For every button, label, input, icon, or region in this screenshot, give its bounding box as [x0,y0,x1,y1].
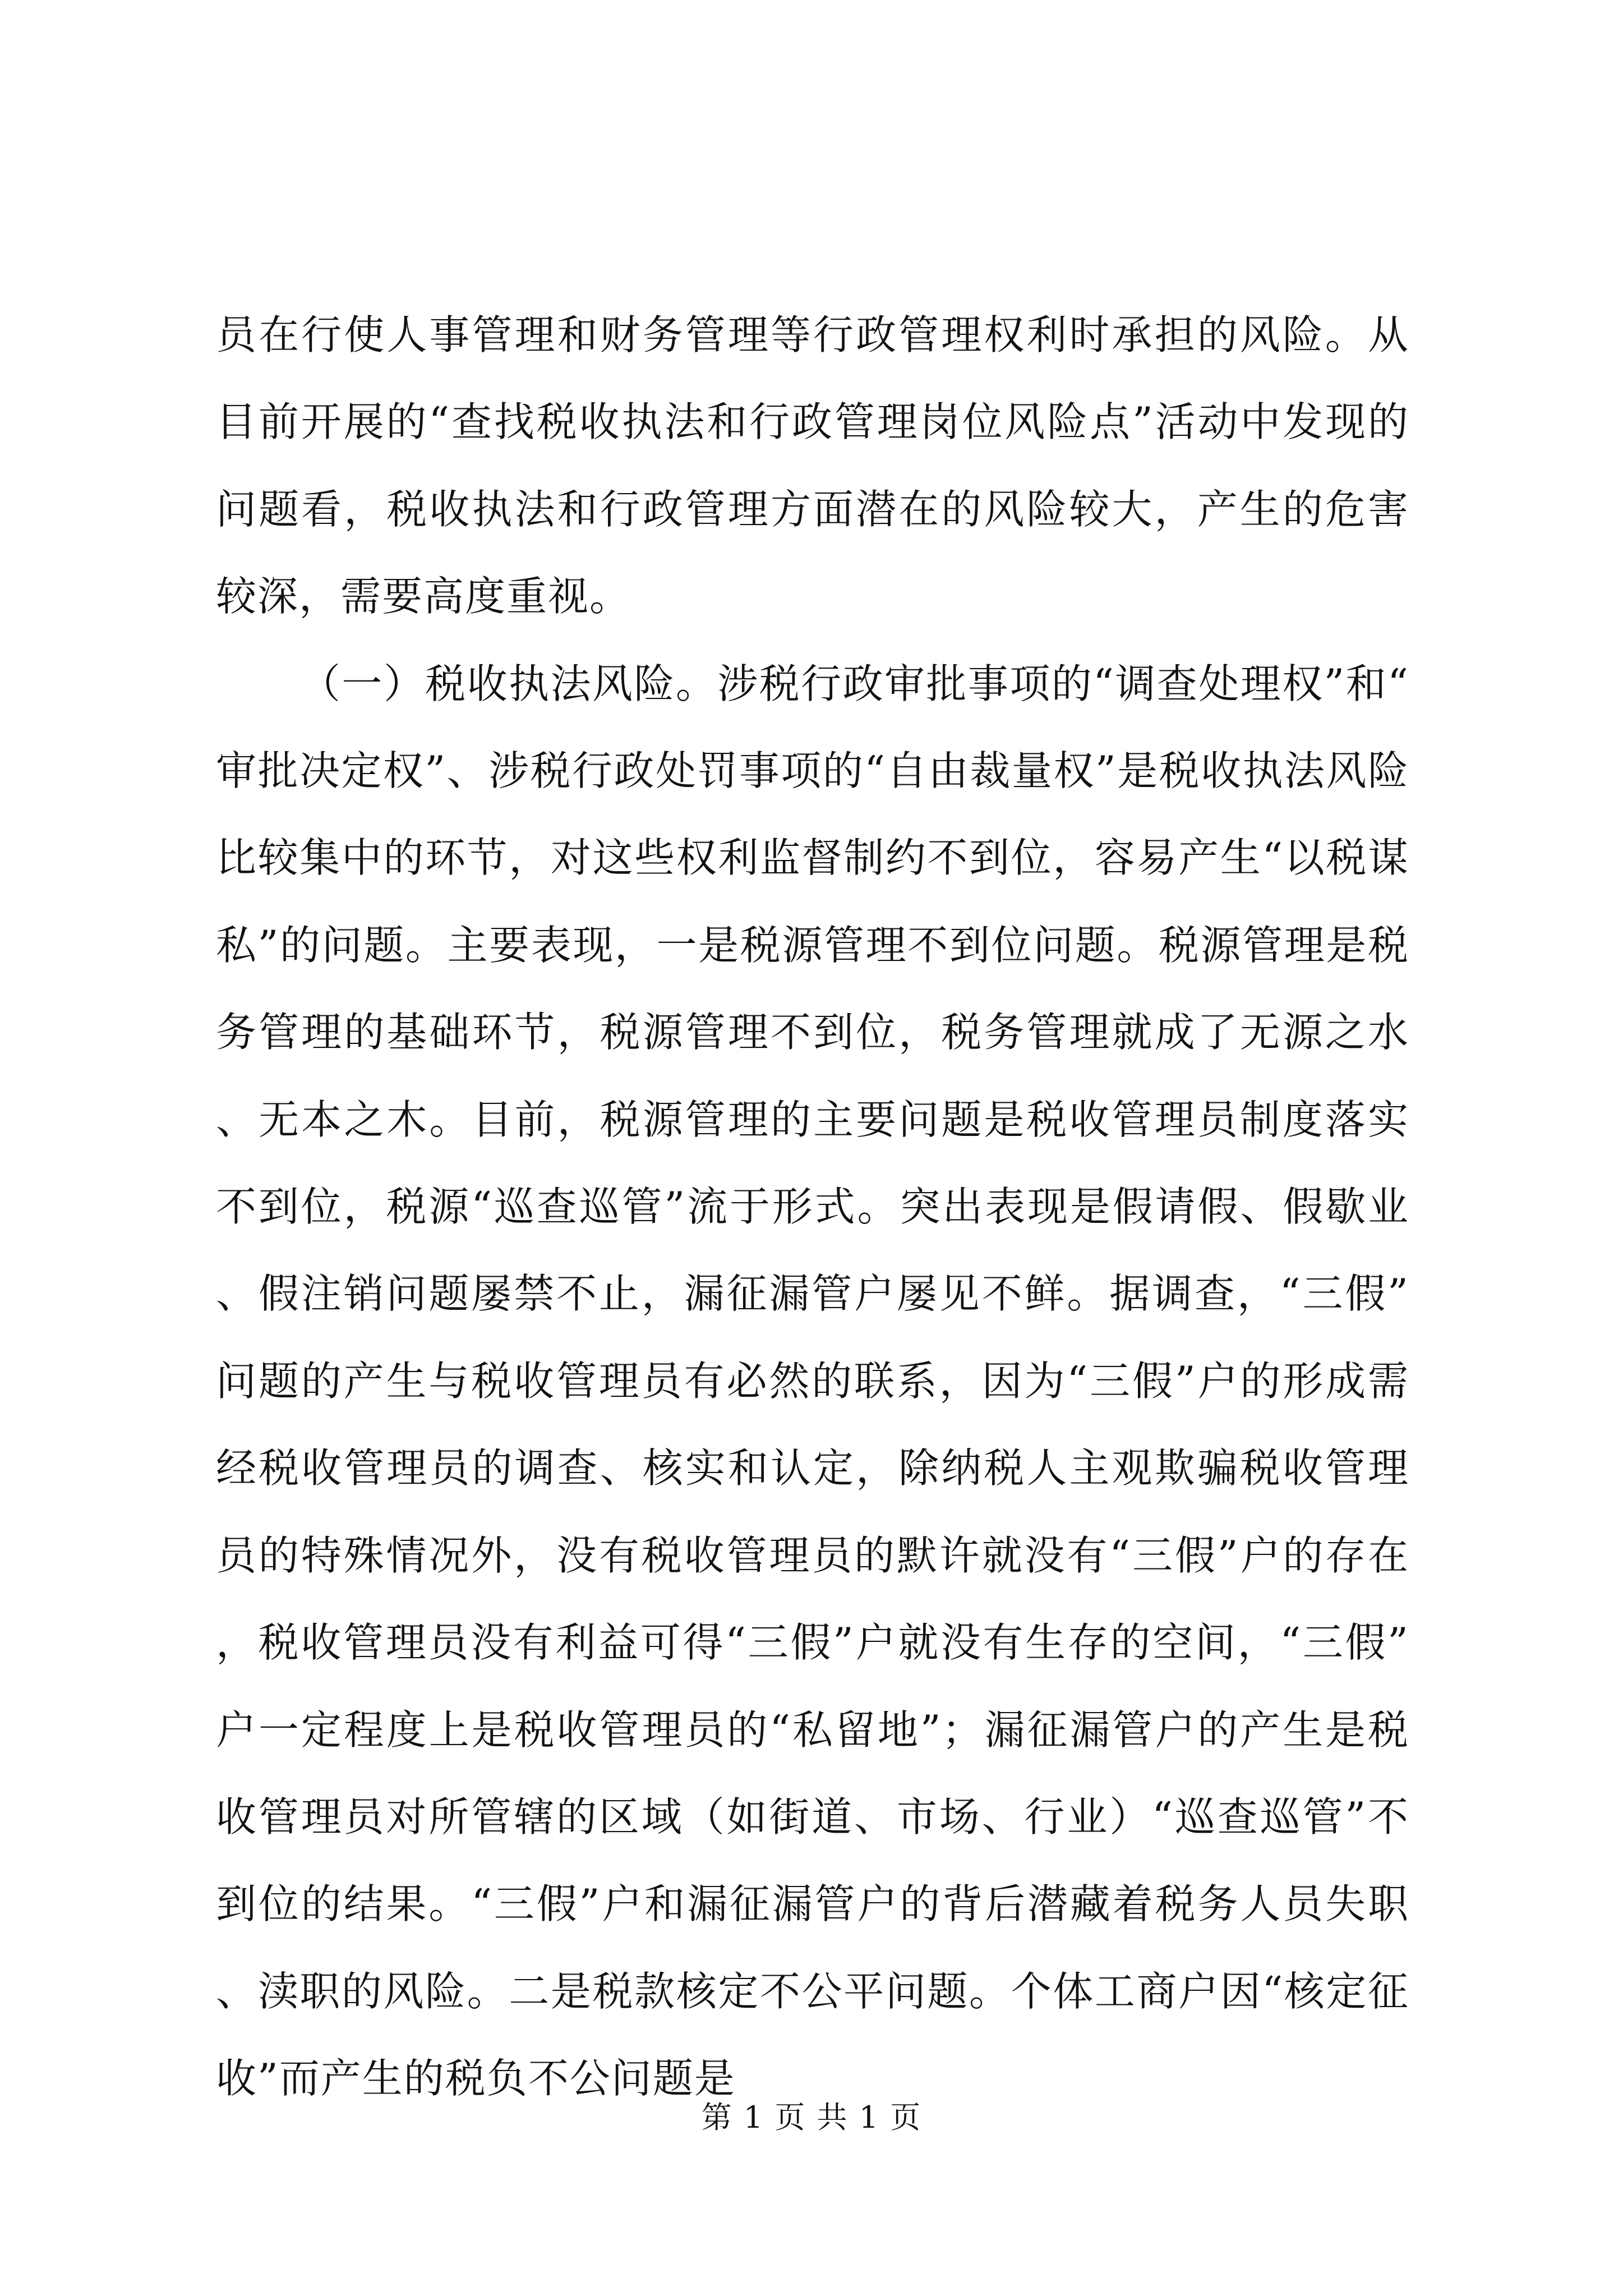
page-number-label: 第 1 页 共 1 页 [701,2100,922,2135]
page-footer [0,2098,1623,2137]
document-body [216,292,1409,2123]
paragraph-intro-continuation: 员在行使人事管理和财务管理等行政管理权利时承担的风险。从目前开展的“查找税收执法和行政管理岗位风险点”活动中发现的问题看，税收执法和行政管理方面潜在的风险较大，产生的危害较深，需要高度重视。 [216,311,1409,620]
paragraph-tax-enforcement-risk: （一）税收执法风险。涉税行政审批事项的“调查处理权”和“审批决定权”、涉税行政处罚事项的“自由裁量权”是税收执法风险比较集中的环节，对这些权利监督制约不到位，容易产生“以税谋私”的问题。主要表现，一是税源管理不到位问题。税源管理是税务管理的基础环节，税源管理不到位，税务管理就成了无源之水、无本之木。目前，税源管理的主要问题是税收管理员制度落实不到位，税源“巡查巡管”流于形式。突出表现是假请假、假歇业、假注销问题屡禁不止，漏征漏管户屡见不鲜。据调查，“三假”问题的产生与税收管理员有必然的联系，因为“三假”户的形成需经税收管理员的调查、核实和认定，除纳税人主观欺骗税收管理员的特殊情况外，没有税收管理员的默许就没有“三假”户的存在，税收管理员没有利益可得“三假”户就没有生存的空间，“三假”户一定程度上是税收管理员的“私留地”；漏征漏管户的产生是税收管理员对所管辖的区域（如街道、市场、行业）“巡查巡管”不到位的结果。“三假”户和漏征漏管户的背后潜藏着税务人员失职、渎职的风险。二是税款核定不公平问题。个体工商户因“核定征收”而产生的税负不公问题是 [216,660,1409,2102]
